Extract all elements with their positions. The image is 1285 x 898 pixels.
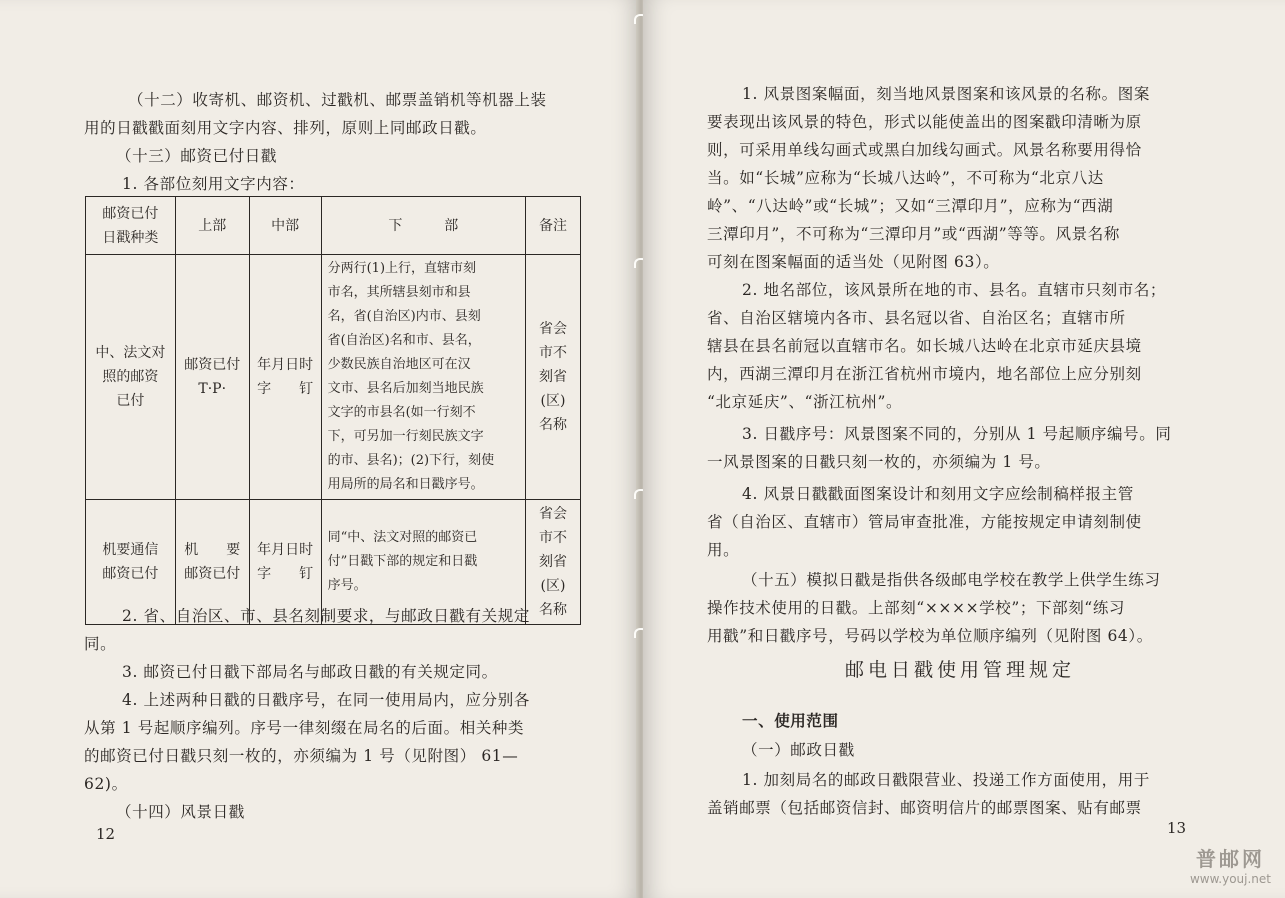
table-cell: 省会 市不 刻省 (区) 名称 [526, 255, 581, 500]
subsection-heading: （十四）风景日戳 [116, 803, 245, 821]
header-cell: 上部 [175, 197, 249, 255]
table-cell: 中、法文对 照的邮资 已付 [86, 255, 176, 500]
table-cell: 分两行(1)上行，直辖市刻 市名，其所辖县刻市和县 名，省(自治区)内市、县刻 省(自治区)名和市、县名， 少数民族自治地区可在汉 文市、县名后加刻当地民族 文字的市县名(如一行刻不 下，可另加一行刻民族文字 的市、县名)；(2)下行，刻使 用局所的局名和日戳序号。 [321, 255, 525, 500]
page-number: 13 [1167, 819, 1187, 837]
text-line: 操作技术使用的日戳。上部刻“××××学校”；下部刻“练习 [707, 599, 1126, 617]
text-line: 从第 1 号起顺序编列。序号一律刻缀在局名的后面。相关种类 [84, 719, 525, 737]
text-line: 内，西湖三潭印月在浙江省杭州市境内，地名部位上应分别刻 [707, 365, 1142, 383]
watermark-url: www.youj.net [1189, 872, 1271, 886]
text-line: 1. 风景图案幅面，刻当地风景图案和该风景的名称。图案 [742, 85, 1150, 103]
text-line: 一风景图案的日戳只刻一枚的，亦须编为 1 号。 [707, 453, 1051, 471]
date-stamp-table [85, 196, 581, 625]
text-line: 当。如“长城”应称为“长城八达岭”，不可称为“北京八达 [707, 169, 1104, 187]
text-line: 3. 日戳序号：风景图案不同的，分别从 1 号起顺序编号。同 [742, 425, 1172, 443]
text-line: 1. 各部位刻用文字内容： [122, 175, 305, 193]
table-header-row [86, 197, 581, 255]
table-cell: 省会 市不 刻省 (区) 名称 [526, 500, 581, 625]
text-line: 4. 上述两种日戳的日戳序号，在同一使用局内，应分别各 [122, 691, 530, 709]
table-cell: 机要通信 邮资已付 [86, 500, 176, 625]
table-cell: 年月日时 字 钉 [249, 500, 321, 625]
subsection-heading: （一）邮政日戳 [742, 741, 855, 759]
text-line: 用戳”和日戳序号，号码以学校为单位顺序编列（见附图 64）。 [707, 627, 1153, 645]
header-cell: 下 部 [321, 197, 525, 255]
text-line: 要表现出该风景的特色，形式以能使盖出的图案戳印清晰为原 [707, 113, 1142, 131]
text-line: 同。 [84, 635, 117, 653]
text-line: 辖县在县名前冠以直辖市名。如长城八达岭在北京市延庆县境 [707, 337, 1142, 355]
text-line: 的邮资已付日戳只刻一枚的，亦须编为 1 号（见附图） 61— [84, 747, 519, 765]
subsection-heading: （十三）邮资已付日戳 [116, 147, 278, 165]
text-line: 岭”、“八达岭”或“长城”；又如“三潭印月”，应称为“西湖 [707, 197, 1114, 215]
text-line: 1. 加刻局名的邮政日戳限营业、投递工作方面使用，用于 [742, 771, 1150, 789]
text-line: （十五）模拟日戳是指供各级邮电学校在教学上供学生练习 [742, 571, 1161, 589]
header-cell: 备注 [526, 197, 581, 255]
right-page [643, 0, 1285, 898]
page-number: 12 [96, 825, 116, 843]
text-line: 62)。 [84, 775, 128, 793]
text-line: 3. 邮资已付日戳下部局名与邮政日戳的有关规定同。 [122, 663, 498, 681]
text-line: 用。 [707, 541, 740, 559]
text-line: 则，可采用单线勾画式或黑白加线勾画式。风景名称要用得恰 [707, 141, 1142, 159]
header-cell: 中部 [249, 197, 321, 255]
text-line: “北京延庆”、“浙江杭州”。 [707, 393, 903, 411]
header-cell: 邮资已付 日戳种类 [86, 197, 176, 255]
text-line: 4. 风景日戳戳面图案设计和刻用文字应绘制稿样报主管 [742, 485, 1134, 503]
table-row [86, 255, 581, 500]
text-line: 可刻在图案幅面的适当处（见附图 63）。 [707, 253, 1000, 271]
table-cell: 年月日时 字 钉 [249, 255, 321, 500]
text-line: 三潭印月”，不可称为“三潭印月”或“西湖”等等。风景名称 [707, 225, 1120, 243]
text-line: 省（自治区、直辖市）管局审查批准，方能按规定申请刻制使 [707, 513, 1142, 531]
text-line: 用的日戳戳面刻用文字内容、排列，原则上同邮政日戳。 [84, 119, 487, 137]
site-watermark [1190, 843, 1271, 886]
text-line: 2. 地名部位，该风景所在地的市、县名。直辖市只刻市名； [742, 281, 1167, 299]
watermark-text: 普邮网 [1195, 847, 1265, 871]
text-line: 盖销邮票（包括邮资信封、邮资明信片的邮票图案、贴有邮票 [707, 799, 1142, 817]
table-cell: 同“中、法文对照的邮资已 付”日戳下部的规定和日戳 序号。 [321, 500, 525, 625]
left-page [0, 0, 640, 898]
table-cell: 机 要 邮资已付 [175, 500, 249, 625]
text-line: 2. 省、自治区、市、县名刻制要求，与邮政日戳有关规定 [122, 607, 530, 625]
section-heading: 一、使用范围 [742, 711, 839, 730]
table-cell: 邮资已付 T·P· [175, 255, 249, 500]
section-title: 邮电日戳使用管理规定 [845, 659, 1076, 681]
text-line: （十二）收寄机、邮资机、过戳机、邮票盖销机等机器上装 [128, 91, 547, 109]
text-line: 省、自治区辖境内各市、县名冠以省、自治区名；直辖市所 [707, 309, 1126, 327]
